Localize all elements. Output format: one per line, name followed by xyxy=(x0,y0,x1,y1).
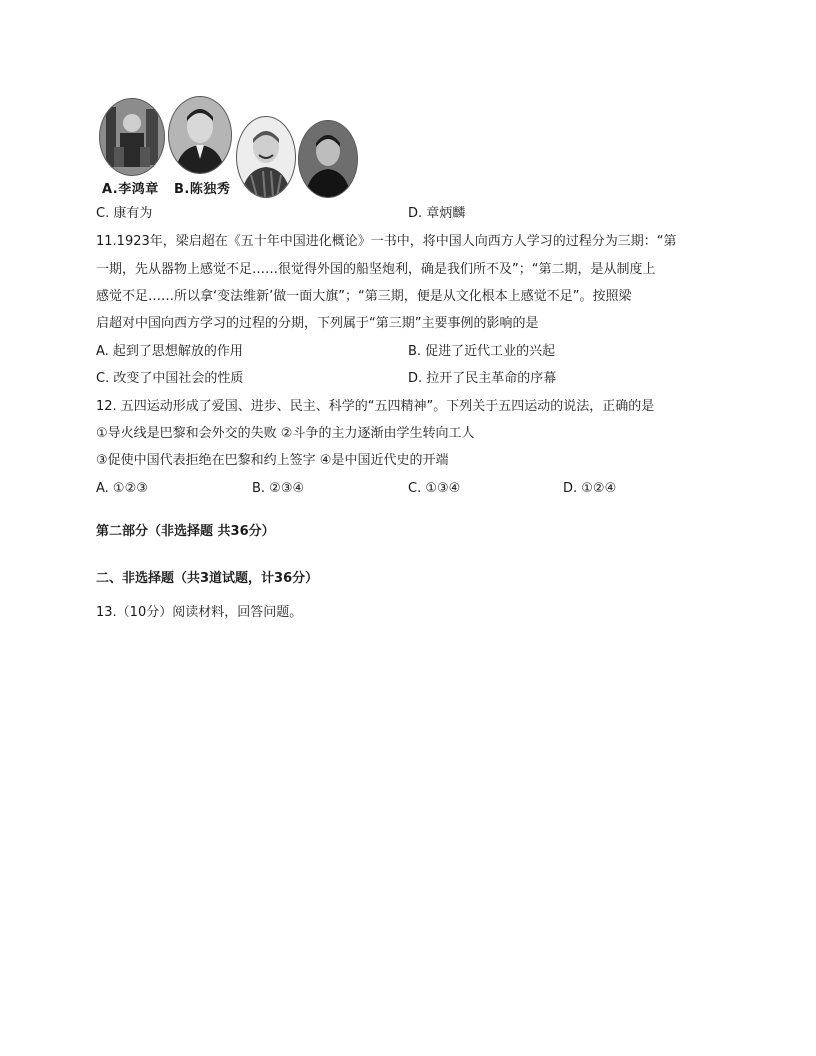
q11-stem-line1: 11.1923年，梁启超在《五十年中国进化概论》一书中，将中国人向西方人学习的过程分为三期：“第 xyxy=(96,234,677,249)
q10-option-d: D. 章炳麟 xyxy=(408,206,466,221)
part2-heading: 第二部分（非选择题 共36分） xyxy=(96,524,275,539)
portrait-figure-a xyxy=(100,99,164,175)
portrait-figure-b xyxy=(169,97,231,173)
q11-stem-line3: 感觉不足……所以拿‘变法维新’做一面大旗”；“第三期，便是从文化根本上感觉不足”。按照梁 xyxy=(96,289,632,304)
q10-option-c: C. 康有为 xyxy=(96,206,153,221)
q11-option-c: C. 改变了中国社会的性质 xyxy=(96,371,244,386)
section-heading: 二、非选择题（共3道试题，计36分） xyxy=(96,571,319,586)
portrait-figure-d xyxy=(299,121,357,197)
q12-stem-line1: 12. 五四运动形成了爱国、进步、民主、科学的“五四精神”。下列关于五四运动的说法，正确的是 xyxy=(96,399,655,414)
q11-option-d: D. 拉开了民主革命的序幕 xyxy=(408,371,557,386)
q12-stem-line2: ①导火线是巴黎和会外交的失败 ②斗争的主力逐渐由学生转向工人 xyxy=(96,426,475,441)
q12-option-c: C. ①③④ xyxy=(408,481,461,496)
portrait-photo-c xyxy=(236,116,296,198)
portrait-photo-strip xyxy=(98,96,360,198)
q13-stem: 13.（10分）阅读材料，回答问题。 xyxy=(96,605,303,620)
q12-option-a: A. ①②③ xyxy=(96,481,148,496)
portrait-photo-d xyxy=(298,120,358,198)
q12-option-d: D. ①②④ xyxy=(563,481,617,496)
q12-stem-line3: ③促使中国代表拒绝在巴黎和约上签字 ④是中国近代史的开端 xyxy=(96,453,449,468)
caption-b: B.陈独秀 xyxy=(174,182,231,197)
q11-option-b: B. 促进了近代工业的兴起 xyxy=(408,344,556,359)
portrait-photo-a xyxy=(99,98,165,176)
q11-stem-line4: 启超对中国向西方学习的过程的分期，下列属于“第三期”主要事例的影响的是 xyxy=(96,316,539,331)
q11-stem-line2: 一期，先从器物上感觉不足……很觉得外国的船坚炮利，确是我们所不及”；“第二期，是从制度上 xyxy=(96,262,656,277)
q11-option-a: A. 起到了思想解放的作用 xyxy=(96,344,243,359)
q12-option-b: B. ②③④ xyxy=(252,481,305,496)
portrait-photo-b xyxy=(168,96,232,174)
portrait-figure-c xyxy=(237,117,295,197)
caption-a: A.李鸿章 xyxy=(102,182,159,197)
